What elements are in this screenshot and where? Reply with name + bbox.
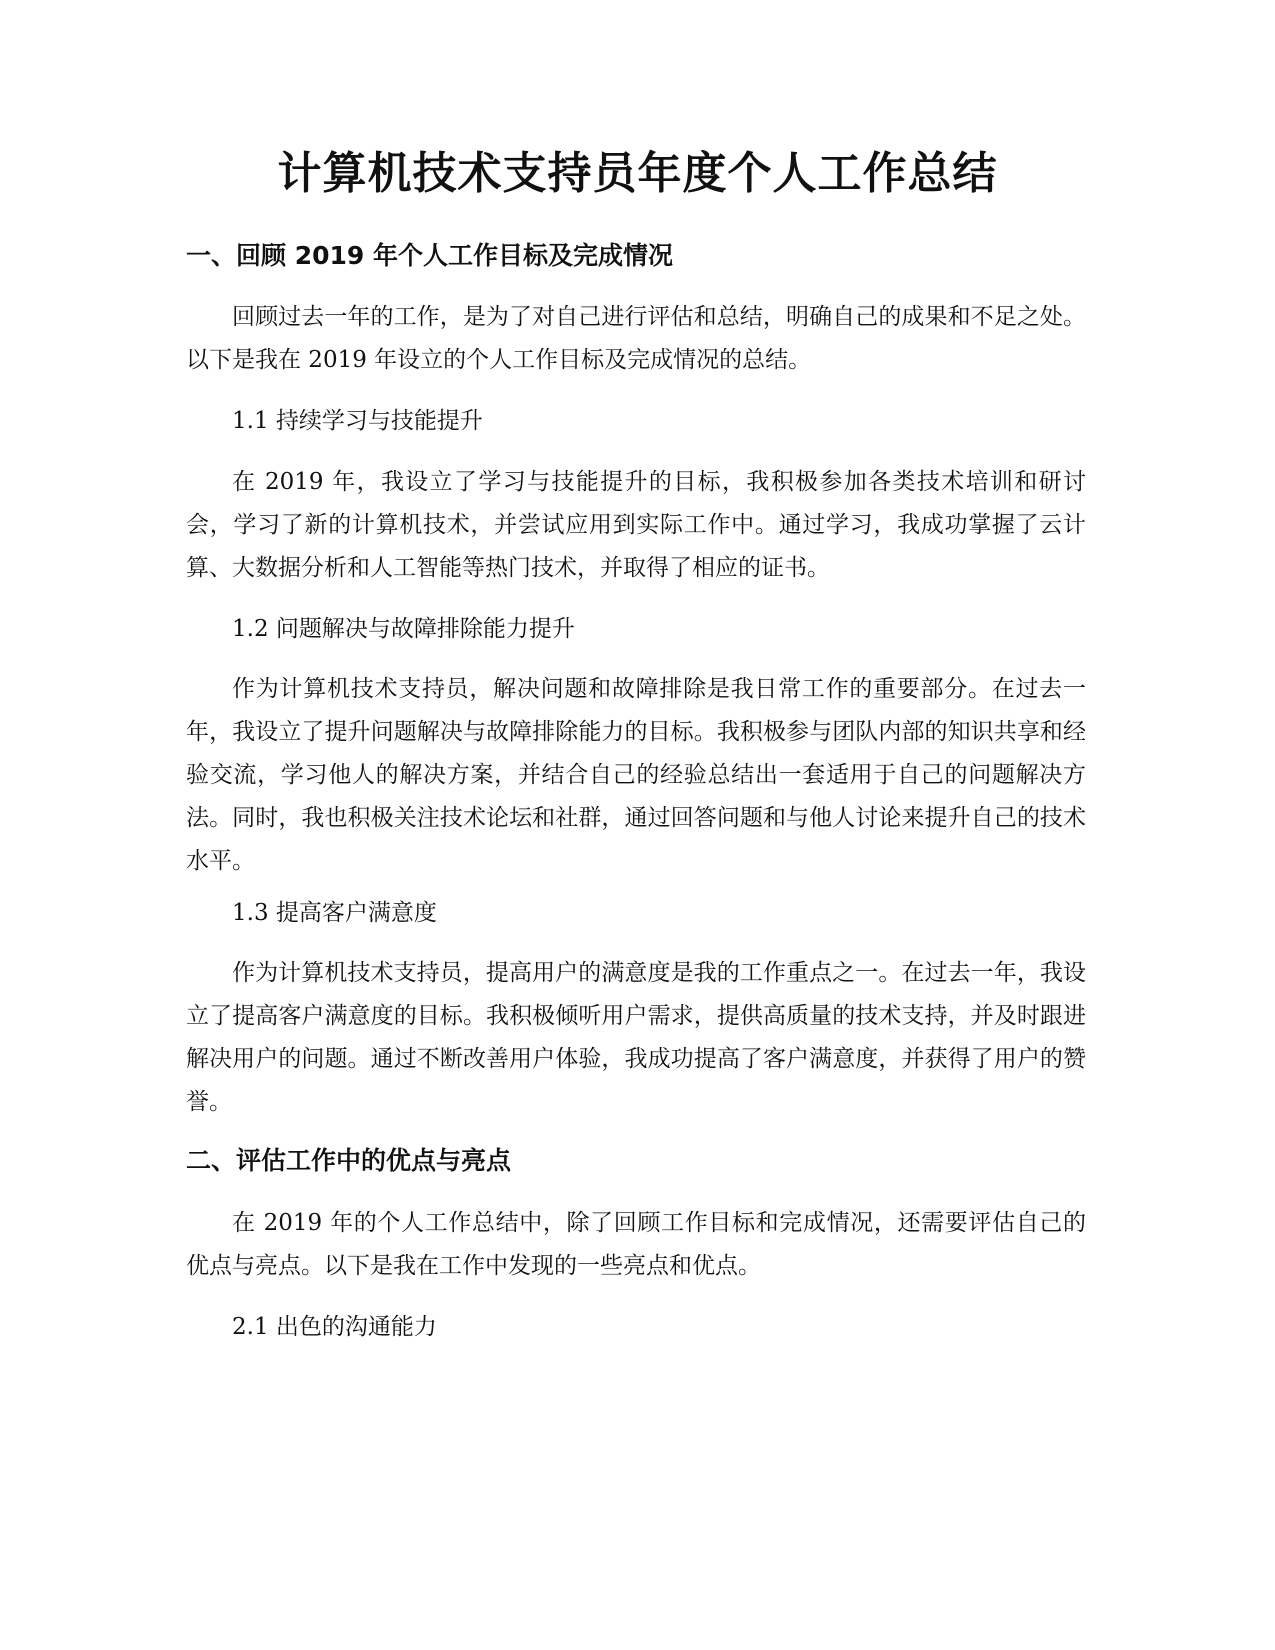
section-1-intro: 回顾过去一年的工作，是为了对自己进行评估和总结，明确自己的成果和不足之处。以下是我在 2019 年设立的个人工作目标及完成情况的总结。 — [186, 304, 1086, 373]
section-1-heading: 一、回顾 2019 年个人工作目标及完成情况 — [186, 241, 673, 270]
subsection-1-3-heading: 1.3 提高客户满意度 — [232, 900, 437, 926]
subsection-2-1-heading: 2.1 出色的沟通能力 — [232, 1314, 437, 1340]
section-2-heading: 二、评估工作中的优点与亮点 — [186, 1146, 512, 1175]
subsection-1-2-body: 作为计算机技术支持员，解决问题和故障排除是我日常工作的重要部分。在过去一年，我设立了提升问题解决与故障排除能力的目标。我积极参与团队内部的知识共享和经验交流，学习他人的解决方案，并结合自己的经验总结出一套适用于自己的问题解决方法。同时，我也积极关注技术论坛和社群，通过回答问题和与他人讨论来提升自己的技术水平。 — [186, 676, 1086, 874]
subsection-1-3-body: 作为计算机技术支持员，提高用户的满意度是我的工作重点之一。在过去一年，我设立了提高客户满意度的目标。我积极倾听用户需求，提供高质量的技术支持，并及时跟进解决用户的问题。通过不断改善用户体验，我成功提高了客户满意度，并获得了用户的赞誉。 — [186, 960, 1086, 1115]
subsection-1-2-heading: 1.2 问题解决与故障排除能力提升 — [232, 616, 575, 642]
subsection-1-1-body: 在 2019 年，我设立了学习与技能提升的目标，我积极参加各类技术培训和研讨会，学习了新的计算机技术，并尝试应用到实际工作中。通过学习，我成功掌握了云计算、大数据分析和人工智能等热门技术，并取得了相应的证书。 — [186, 469, 1086, 581]
document-title: 计算机技术支持员年度个人工作总结 — [277, 148, 998, 199]
subsection-1-1-heading: 1.1 持续学习与技能提升 — [232, 408, 483, 434]
section-2-intro: 在 2019 年的个人工作总结中，除了回顾工作目标和完成情况，还需要评估自己的优点与亮点。以下是我在工作中发现的一些亮点和优点。 — [186, 1210, 1086, 1279]
